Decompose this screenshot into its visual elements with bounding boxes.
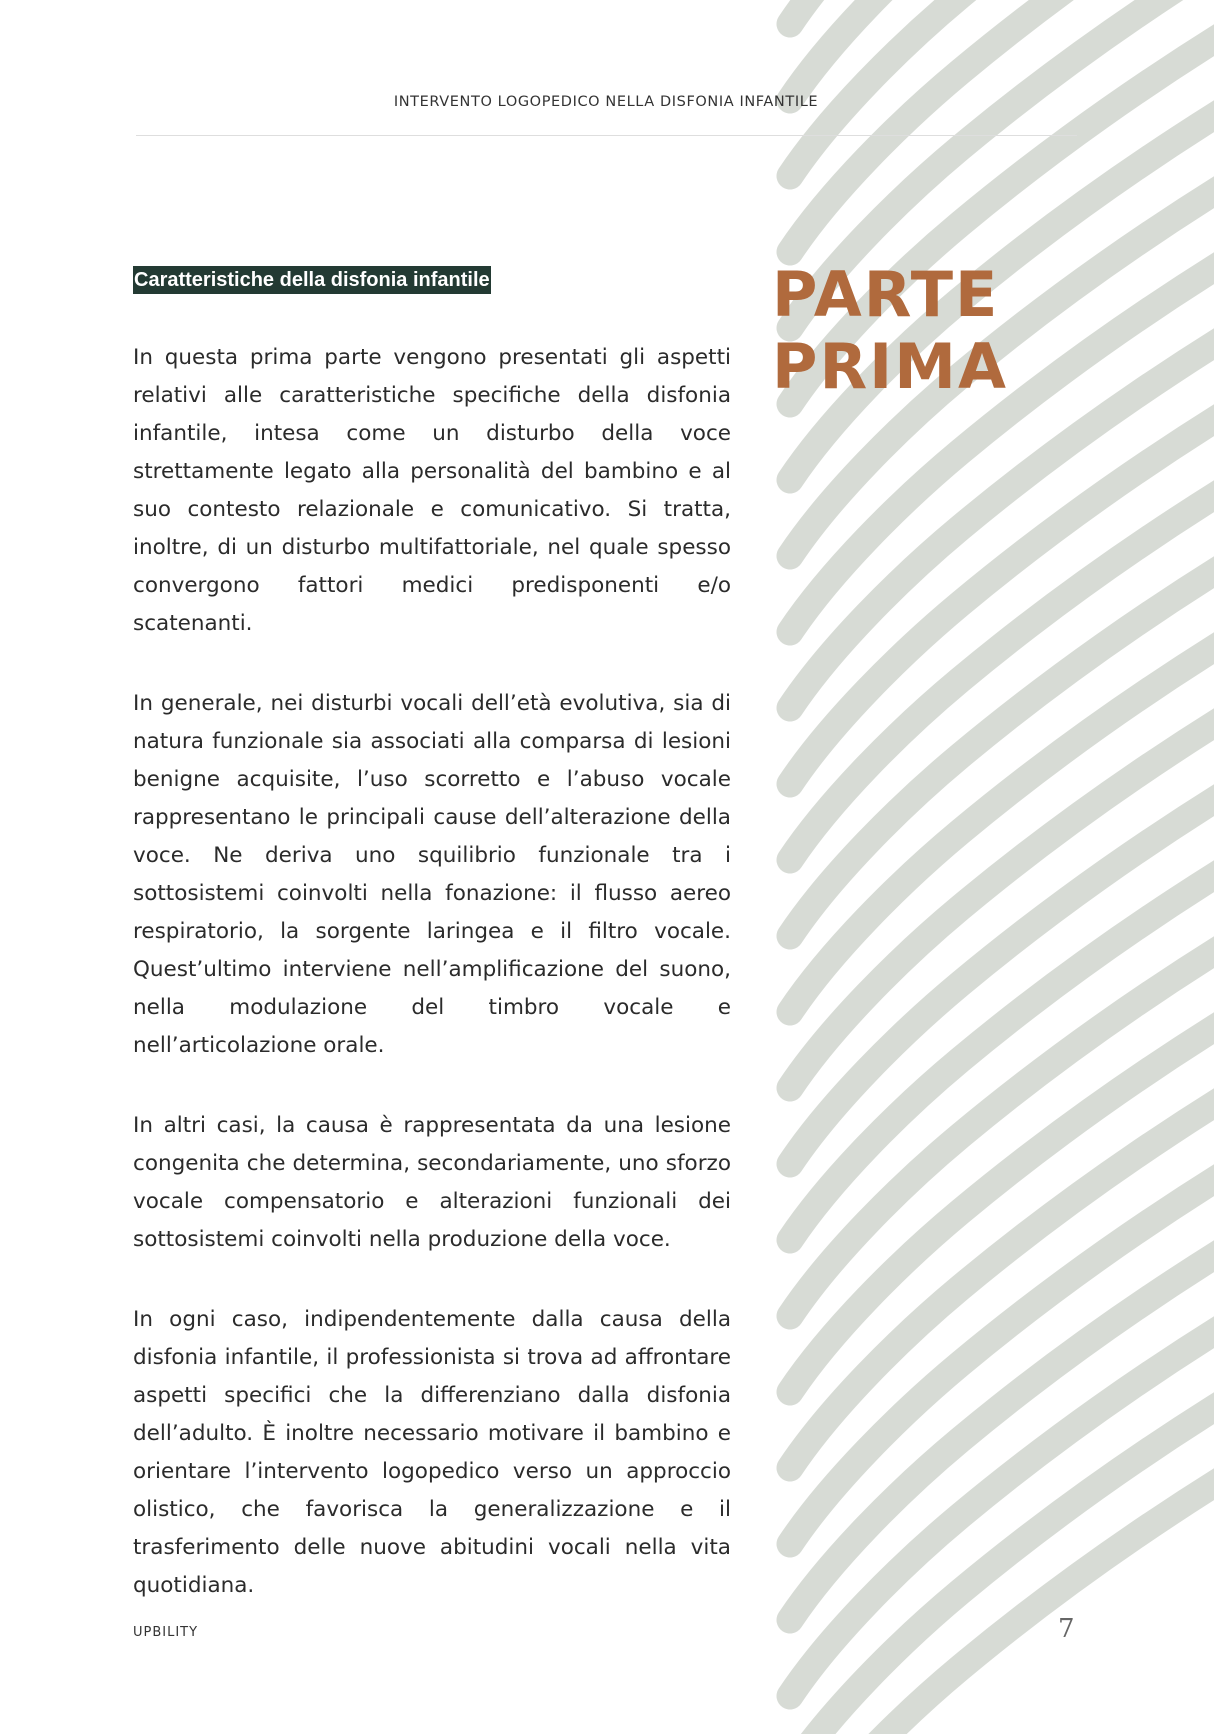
paragraph-3: In altri casi, la causa è rappresentata da una lesione congenita che determina, secondariamente, uno sforzo vocale compensatorio e alterazioni funzionali dei sottosistemi coinvolti nella produzione della voce.: [133, 1113, 731, 1252]
stripe: [790, 1392, 1214, 1734]
paragraph-4: In ogni caso, indipendentemente dalla causa della disfonia infantile, il professionista si trova ad affrontare aspetti specifici che la differenziano dalla disfonia dell’adulto. È inoltre necessario motivare il bambino e orientare l’intervento logopedico verso un approccio olistico, che favorisca la generalizzazione e il trasferimento delle nuove abitudini vocali nella vita quotidiana.: [133, 1307, 731, 1598]
paragraph-2: In generale, nei disturbi vocali dell’età evolutiva, sia di natura funzionale sia associati alla comparsa di lesioni benigne acquisite, l’uso scorretto e l’abuso vocale rappresentano le principali cause dell’alterazione della voce. Ne deriva uno squilibrio funzionale tra i sottosistemi coinvolti nella fonazione: il flusso aereo respiratorio, la sorgente laringea e il filtro vocale. Quest’ultimo interviene nell’amplificazione del suono, nella modulazione del timbro vocale e nell’articolazione orale.: [133, 691, 731, 1058]
part-title-line-2: PRIMA: [772, 330, 1008, 403]
body-text: [133, 339, 731, 1647]
paragraph-1: In questa prima parte vengono presentati gli aspetti relativi alle caratteristiche specifiche della disfonia infantile, intesa come un disturbo della voce strettamente legato alla personalità del bambino e al suo contesto relazionale e comunicativo. Si tratta, inoltre, di un disturbo multifattoriale, nel quale spesso convergono fattori medici predisponenti e/o scatenanti.: [133, 345, 731, 636]
footer-publisher: UPBILITY: [133, 1625, 199, 1640]
part-title-line-1: PARTE: [772, 258, 1000, 331]
section-heading: Caratteristiche della disfonia infantile: [133, 266, 491, 294]
header-divider: [136, 135, 1077, 136]
part-title: [772, 259, 1008, 403]
page-number: 7: [1058, 1614, 1075, 1644]
running-header: INTERVENTO LOGOPEDICO NELLA DISFONIA INFANTILE: [393, 94, 819, 110]
